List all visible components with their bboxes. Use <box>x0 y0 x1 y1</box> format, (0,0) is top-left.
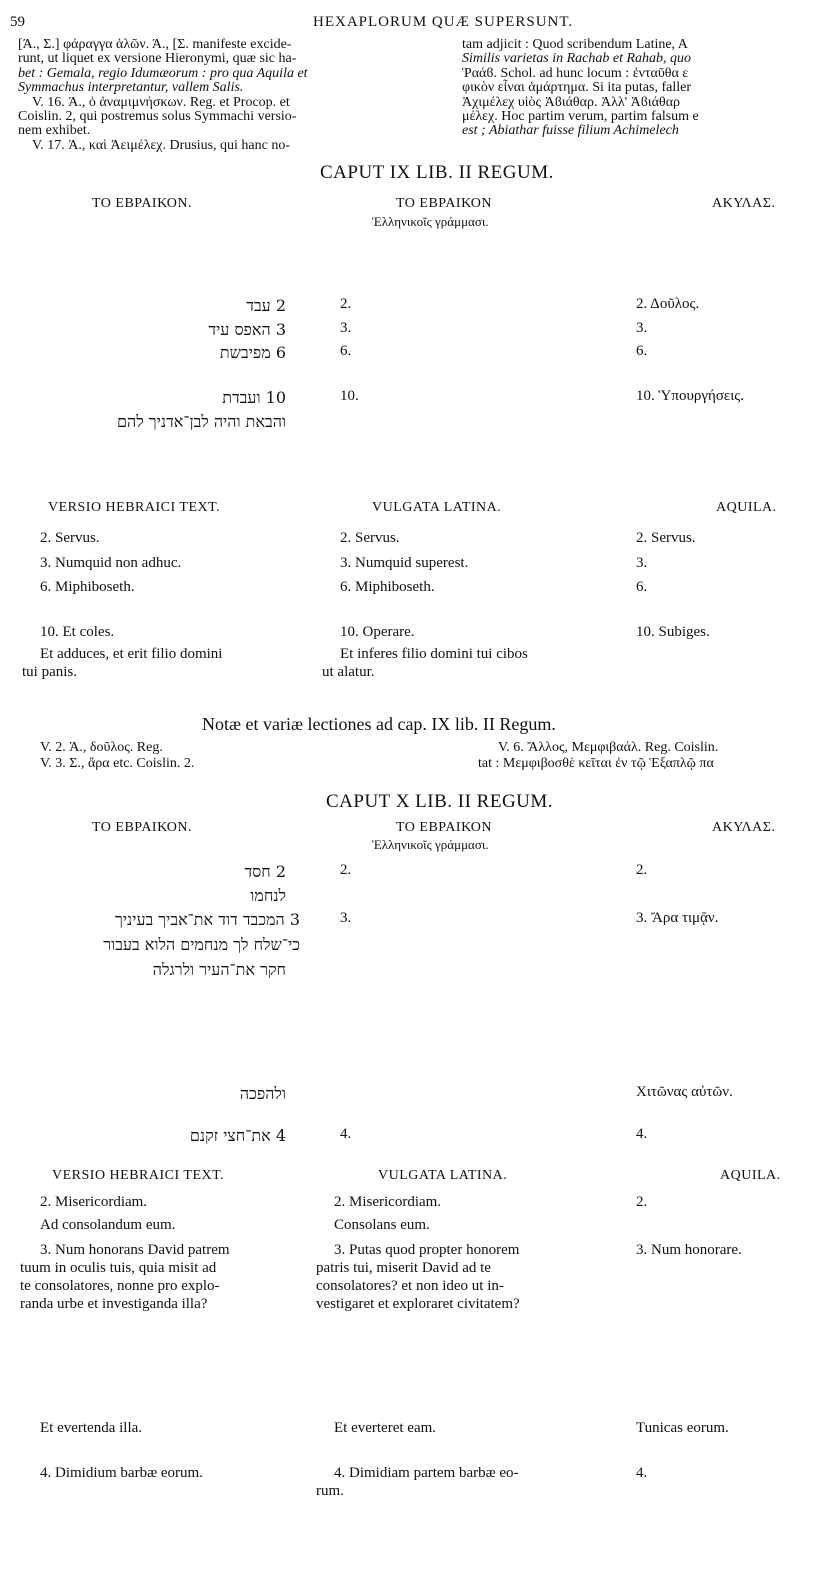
note-line: Ἀχιμέλεχ υἱὸς Ἀϐιάθαρ. Ἀλλ' Ἀϐιάθαρ <box>462 95 681 110</box>
hebrew-line: 3 האפס עיד <box>208 320 286 339</box>
note-line: V. 3. Σ., ἄρα etc. Coislin. 2. <box>40 756 195 771</box>
note-line: V. 16. Ά., ὁ ἀναμιμνήσκων. Reg. et Procop. et <box>32 95 290 110</box>
vulgate-line: consolatores? et non ideo ut in- <box>316 1278 504 1294</box>
translit-line: 2. <box>340 862 352 878</box>
aquila-greek-line: 3. Ἄρα τιμᾷν. <box>636 910 719 926</box>
note-line: V. 17. Ά., καὶ Ἀειμέλεχ. Drusius, qui hanc no- <box>32 138 291 153</box>
column-heading-translit: ΤΟ ΕΒΡΑΙΚΟΝ <box>396 820 492 835</box>
notes-title: Notæ et variæ lectiones ad cap. IX lib. II Regum. <box>202 714 556 734</box>
note-line: est ; Abiathar fuisse filium Achimelech <box>462 123 679 138</box>
latin-hebrew-line: 6. Miphiboseth. <box>40 579 135 595</box>
aquila-latin-line: 2. Servus. <box>636 530 696 546</box>
vulgate-line: ut alatur. <box>322 664 375 680</box>
column-heading-aquila-greek: ΑΚΥΛΑΣ. <box>712 820 776 835</box>
hebrew-line: ולהפכה <box>239 1084 286 1103</box>
latin-hebrew-line: tuum in oculis tuis, quia misit ad <box>20 1260 217 1276</box>
latin-hebrew-line: te consolatores, nonne pro explo- <box>20 1278 220 1294</box>
vulgate-line: Et inferes filio domini tui cibos <box>340 646 528 662</box>
vulgate-line: rum. <box>316 1483 344 1499</box>
hebrew-line: לנחמו <box>250 886 286 905</box>
hebrew-line: 2 חסד <box>244 862 286 881</box>
latin-hebrew-line: 4. Dimidium barbæ eorum. <box>40 1465 203 1481</box>
note-line: [Ά., Σ.] φάραγγα ἁλῶν. Ά., [Σ. manifeste excide- <box>18 37 292 52</box>
vulgate-line: 10. Operare. <box>340 624 415 640</box>
vulgate-line: 2. Servus. <box>340 530 400 546</box>
latin-hebrew-line: Et evertenda illa. <box>40 1420 143 1436</box>
vulgate-line: Consolans eum. <box>334 1217 430 1233</box>
vulgate-line: 4. Dimidiam partem barbæ eo- <box>334 1465 519 1481</box>
vulgate-line: patris tui, miserit David ad te <box>316 1260 491 1276</box>
latin-hebrew-line: 3. Num honorans David patrem <box>40 1242 230 1258</box>
note-line: Similis varietas in Rachab et Rahab, quo <box>462 51 692 66</box>
column-heading-aquila-latin: AQUILA. <box>720 1168 781 1183</box>
column-heading-hebrew: ΤΟ ΕΒΡΑΙΚΟΝ. <box>92 196 192 211</box>
translit-line: 3. <box>340 320 352 336</box>
note-line: runt, ut liquet ex versione Hieronymi, quæ sic ha- <box>18 51 297 66</box>
aquila-greek-line: 4. <box>636 1126 648 1142</box>
latin-hebrew-line: Ad consolandum eum. <box>40 1217 176 1233</box>
note-line: nem exhibet. <box>18 123 91 138</box>
column-heading-translit: ΤΟ ΕΒΡΑΙΚΟΝ <box>396 196 492 211</box>
aquila-greek-line: 2. <box>636 862 648 878</box>
latin-hebrew-line: 10. Et coles. <box>40 624 115 640</box>
aquila-greek-line: 3. <box>636 320 648 336</box>
hebrew-line: כי־שלח לך מנחמים הלוא בעבור <box>103 935 300 954</box>
vulgate-line: 3. Numquid superest. <box>340 555 469 571</box>
latin-hebrew-line: 2. Servus. <box>40 530 100 546</box>
translit-line: 6. <box>340 343 352 359</box>
vulgate-line: 2. Misericordiam. <box>334 1194 442 1210</box>
aquila-greek-line: Χιτῶνας αὐτῶν. <box>636 1084 733 1100</box>
aquila-greek-line: 6. <box>636 343 648 359</box>
column-heading-aquila-greek: ΑΚΥΛΑΣ. <box>712 196 776 211</box>
latin-hebrew-line: 2. Misericordiam. <box>40 1194 148 1210</box>
aquila-latin-line: 10. Subiges. <box>636 624 710 640</box>
aquila-latin-line: 6. <box>636 579 648 595</box>
column-heading-vulgata: VULGATA LATINA. <box>378 1168 508 1183</box>
aquila-greek-line: 10. Ὑπουργήσεις. <box>636 388 744 404</box>
vulgate-line: 6. Miphiboseth. <box>340 579 435 595</box>
column-heading-hebrew: ΤΟ ΕΒΡΑΙΚΟΝ. <box>92 820 192 835</box>
hebrew-line: 10 ועבדת <box>222 388 286 407</box>
latin-hebrew-line: randa urbe et investiganda illa? <box>20 1296 208 1312</box>
note-line: V. 2. Ά., δοῦλος. Reg. <box>40 740 163 755</box>
column-subheading-translit: Ἑλληνικοῖς γράμμασι. <box>372 214 489 229</box>
note-line: μέλεχ. Hoc partim verum, partim falsum e <box>462 109 699 124</box>
aquila-latin-line: 3. <box>636 555 648 571</box>
latin-hebrew-line: 3. Numquid non adhuc. <box>40 555 182 571</box>
running-title: HEXAPLORUM QUÆ SUPERSUNT. <box>313 14 574 30</box>
caput-x-title: CAPUT X LIB. II REGUM. <box>326 791 554 812</box>
page-number: 59 <box>10 14 25 30</box>
column-heading-aquila-latin: AQUILA. <box>716 500 777 515</box>
latin-hebrew-line: Et adduces, et erit filio domini <box>40 646 223 662</box>
caput-ix-title: CAPUT IX LIB. II REGUM. <box>320 162 554 183</box>
note-line: tam adjicit : Quod scribendum Latine, A <box>462 37 688 52</box>
vulgate-line: vestigaret et exploraret civitatem? <box>316 1296 520 1312</box>
vulgate-line: Et everteret eam. <box>334 1420 437 1436</box>
latin-hebrew-line: tui panis. <box>22 664 77 680</box>
hebrew-line: והבאת והיה לבן־אדניך להם <box>117 412 286 431</box>
translit-line: 3. <box>340 910 352 926</box>
note-line: Symmachus interpretantur, vallem Salis. <box>18 80 244 95</box>
note-line: bet : Gemala, regio Idumæorum : pro qua Aquila et <box>18 66 308 81</box>
aquila-greek-line: 2. Δοῦλος. <box>636 296 700 312</box>
column-heading-versio-hebraici: VERSIO HEBRAICI TEXT. <box>52 1168 225 1183</box>
aquila-latin-line: Tunicas eorum. <box>636 1420 729 1436</box>
column-heading-versio-hebraici: VERSIO HEBRAICI TEXT. <box>48 500 221 515</box>
aquila-latin-line: 4. <box>636 1465 648 1481</box>
translit-line: 2. <box>340 296 352 312</box>
hebrew-line: 4 את־חצי זקנם <box>189 1126 286 1145</box>
note-line: V. 6. Ἄλλος, Μεμφιβαάλ. Reg. Coislin. <box>498 740 719 755</box>
hebrew-line: 2 עבד <box>246 296 286 315</box>
vulgate-line: 3. Putas quod propter honorem <box>334 1242 520 1258</box>
aquila-latin-line: 3. Num honorare. <box>636 1242 742 1258</box>
note-line: Coislin. 2, qui postremus solus Symmachi versio- <box>18 109 297 124</box>
aquila-latin-line: 2. <box>636 1194 648 1210</box>
hebrew-line: 6 מפיבשת <box>219 343 286 362</box>
column-subheading-translit: Ἑλληνικοῖς γράμμασι. <box>372 837 489 852</box>
hebrew-line: 3 המכבד דוד את־אביך בעיניך <box>115 910 300 929</box>
note-line: tat : Μεμφιβοσθὲ κεῖται ἐν τῷ Ἑξαπλῷ πα <box>478 756 714 771</box>
hebrew-line: חקר את־העיר ולרגלה <box>152 960 286 979</box>
translit-line: 10. <box>340 388 359 404</box>
column-heading-vulgata: VULGATA LATINA. <box>372 500 502 515</box>
note-line: φικὸν εἶναι ἁμάρτημα. Si ita putas, faller <box>462 80 692 95</box>
translit-line: 4. <box>340 1126 352 1142</box>
note-line: Ῥαάϐ. Schol. ad hunc locum : ἐνταῦθα ε <box>462 66 689 81</box>
